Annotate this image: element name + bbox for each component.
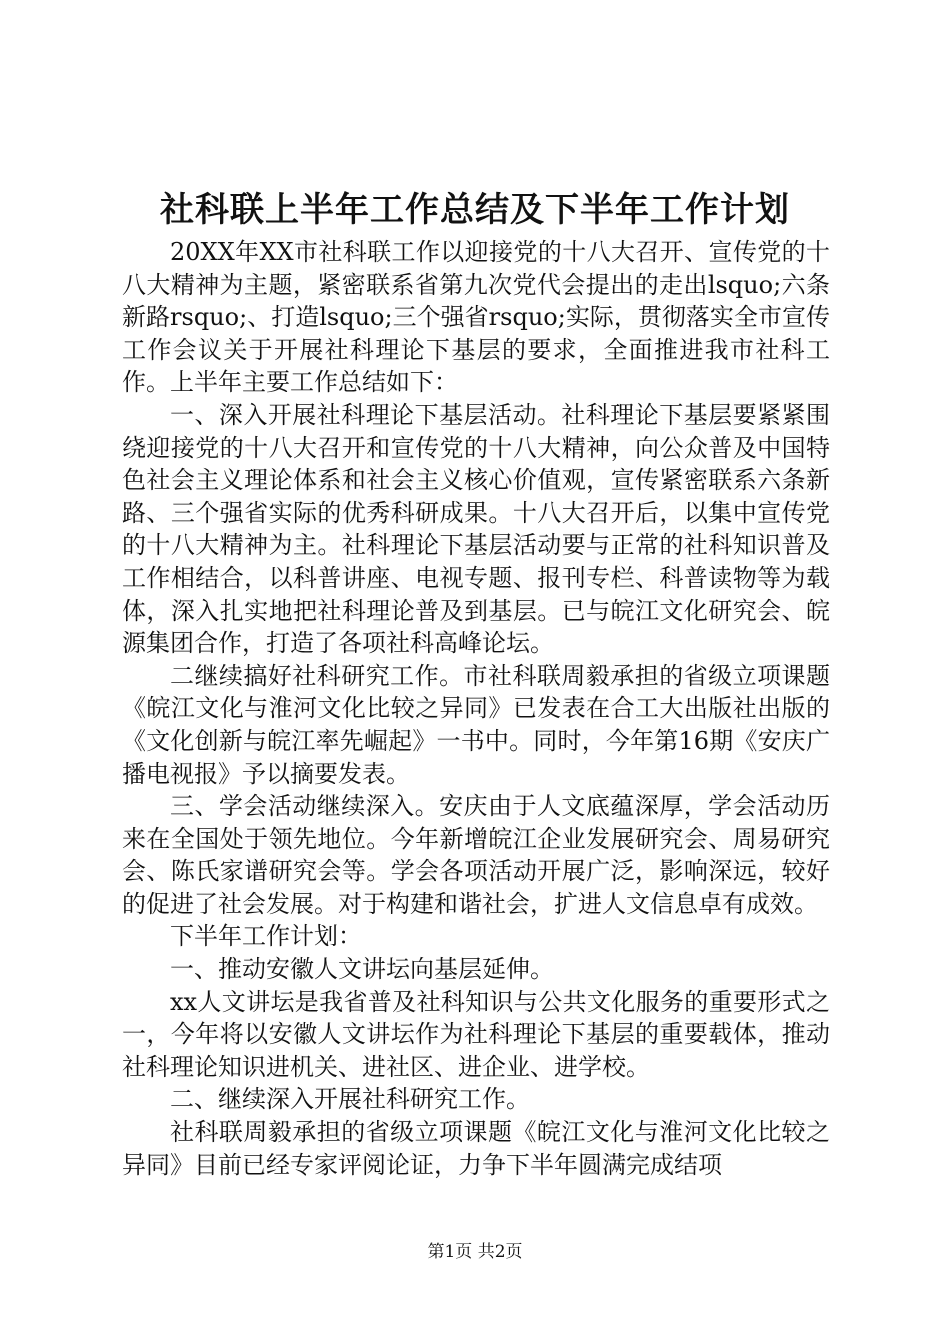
paragraph-section-1: 一、深入开展社科理论下基层活动。社科理论下基层要紧紧围绕迎接党的十八大召开和宣传党的十八大精神，向公众普及中国特色社会主义理论体系和社会主义核心价值观，宣传紧密联系六条新路、三个强省实际的优秀科研成果。十八大召开后，以集中宣传党的十八大精神为主。社科理论下基层活动要与正常的社科知识普及工作相结合，以科普讲座、电视专题、报刊专栏、科普读物等为载体，深入扎实地把社科理论普及到基层。已与皖江文化研究会、皖源集团合作，打造了各项社科高峰论坛。	[122, 400, 830, 658]
paragraph-section-2: 二继续搞好社科研究工作。市社科联周毅承担的省级立项课题《皖江文化与淮河文化比较之异同》已发表在合工大出版社出版的《文化创新与皖江率先崛起》一书中。同时，今年第16期《安庆广播电视报》予以摘要发表。	[122, 661, 830, 788]
page-footer: 第1页 共2页	[427, 1242, 523, 1262]
paragraph-plan-item-1-detail: xx人文讲坛是我省普及社科知识与公共文化服务的重要形式之一，今年将以安徽人文讲坛作为社科理论下基层的重要载体，推动社科理论知识进机关、进社区、进企业、进学校。	[122, 987, 830, 1081]
paragraph-plan-item-2-detail: 社科联周毅承担的省级立项课题《皖江文化与淮河文化比较之异同》目前已经专家评阅论证，力争下半年圆满完成结项	[122, 1118, 830, 1179]
document-body	[122, 236, 830, 1181]
paragraph-plan-item-2: 二、继续深入开展社科研究工作。	[170, 1085, 530, 1114]
paragraph-intro: 20XX年XX市社科联工作以迎接党的十八大召开、宣传党的十八大精神为主题，紧密联系省第九次党代会提出的走出lsquo;六条新路rsquo;、打造lsquo;三个强省rsquo;实际，贯彻落实全市宣传工作会议关于开展社科理论下基层的要求，全面推进我市社科工作。上半年主要工作总结如下：	[122, 238, 830, 397]
paragraph-plan-item-1: 一、推动安徽人文讲坛向基层延伸。	[170, 955, 554, 984]
paragraph-plan-heading: 下半年工作计划：	[170, 922, 362, 951]
paragraph-section-3: 三、学会活动继续深入。安庆由于人文底蕴深厚，学会活动历来在全国处于领先地位。今年新增皖江企业发展研究会、周易研究会、陈氏家谱研究会等。学会各项活动开展广泛，影响深远，较好的促进了社会发展。对于构建和谐社会，扩进人文信息卓有成效。	[122, 792, 830, 918]
document-title: 社科联上半年工作总结及下半年工作计划	[160, 190, 790, 230]
